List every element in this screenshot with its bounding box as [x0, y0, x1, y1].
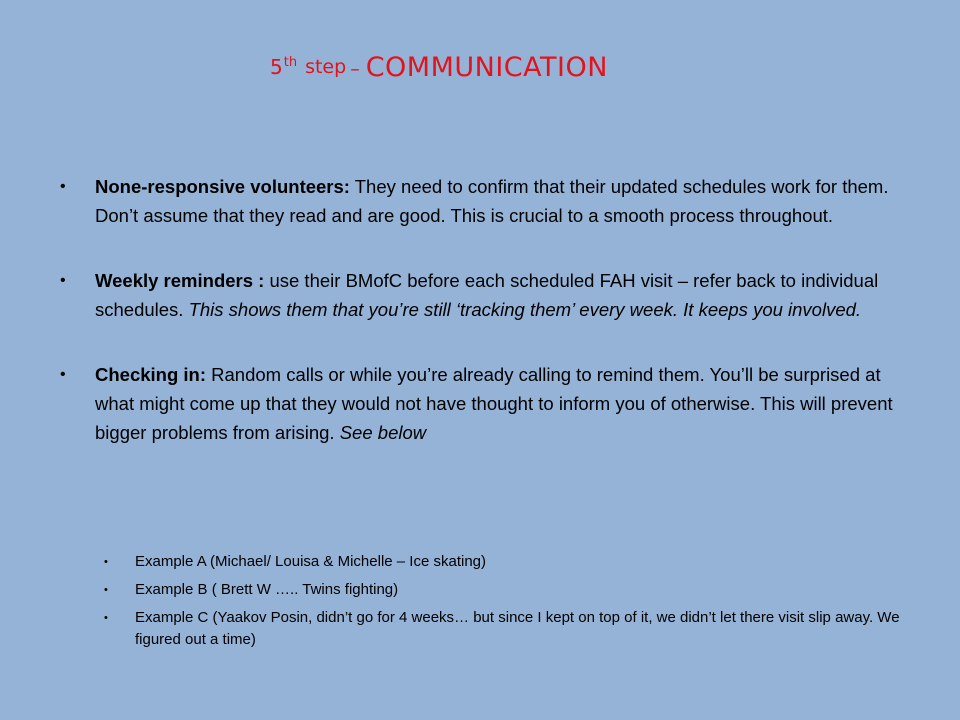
bullet-dot-icon: •: [60, 272, 66, 289]
sub-bullet-dot-icon: •: [104, 584, 108, 596]
bullet-list: [60, 172, 920, 447]
bullet-italic-text: See below: [339, 422, 427, 443]
bullet-dot-icon: •: [60, 366, 66, 383]
sub-bullet-dot-icon: •: [104, 556, 108, 568]
example-item: [104, 579, 904, 601]
title-dash: –: [350, 58, 360, 80]
sub-bullet-dot-icon: •: [104, 612, 108, 624]
title-step-number: 5: [270, 55, 283, 79]
bullet-italic-text: This shows them that you’re still ‘tracking them’ every week. It keeps you involved.: [188, 299, 862, 320]
title-heading: COMMUNICATION: [365, 52, 608, 83]
example-text: Example A (Michael/ Louisa & Michelle – Ice skating): [135, 553, 486, 570]
bullet-text: use their BMofC before each scheduled FAH visit – refer back to individual schedules.: [95, 270, 879, 320]
example-item: [104, 551, 904, 573]
example-item: [104, 607, 904, 651]
bullet-label: Checking in:: [95, 364, 207, 385]
title-superscript: th: [283, 55, 298, 70]
bullet-text: Random calls or while you’re already calling to remind them. You’ll be surprised at what might come up that they would not have thought to inform you of otherwise. This will prevent bigger problems from arising.: [95, 364, 893, 443]
bullet-item: [60, 266, 920, 324]
bullet-text: They need to confirm that their updated schedules work for them. Don’t assume that they read and are good. This is crucial to a smooth process throughout.: [95, 176, 889, 226]
bullet-label: Weekly reminders :: [95, 270, 265, 291]
bullet-dot-icon: •: [60, 178, 66, 195]
example-list: [104, 551, 904, 651]
example-text: Example C (Yaakov Posin, didn’t go for 4 weeks… but since I kept on top of it, we didn’t let there visit slip away. We figured out a time): [135, 609, 900, 648]
slide-title: [270, 52, 870, 83]
bullet-item: [60, 172, 920, 230]
bullet-item: [60, 360, 920, 447]
bullet-label: None-responsive volunteers:: [95, 176, 350, 197]
title-step-word: step: [305, 56, 347, 78]
example-text: Example B ( Brett W ….. Twins fighting): [135, 581, 399, 598]
